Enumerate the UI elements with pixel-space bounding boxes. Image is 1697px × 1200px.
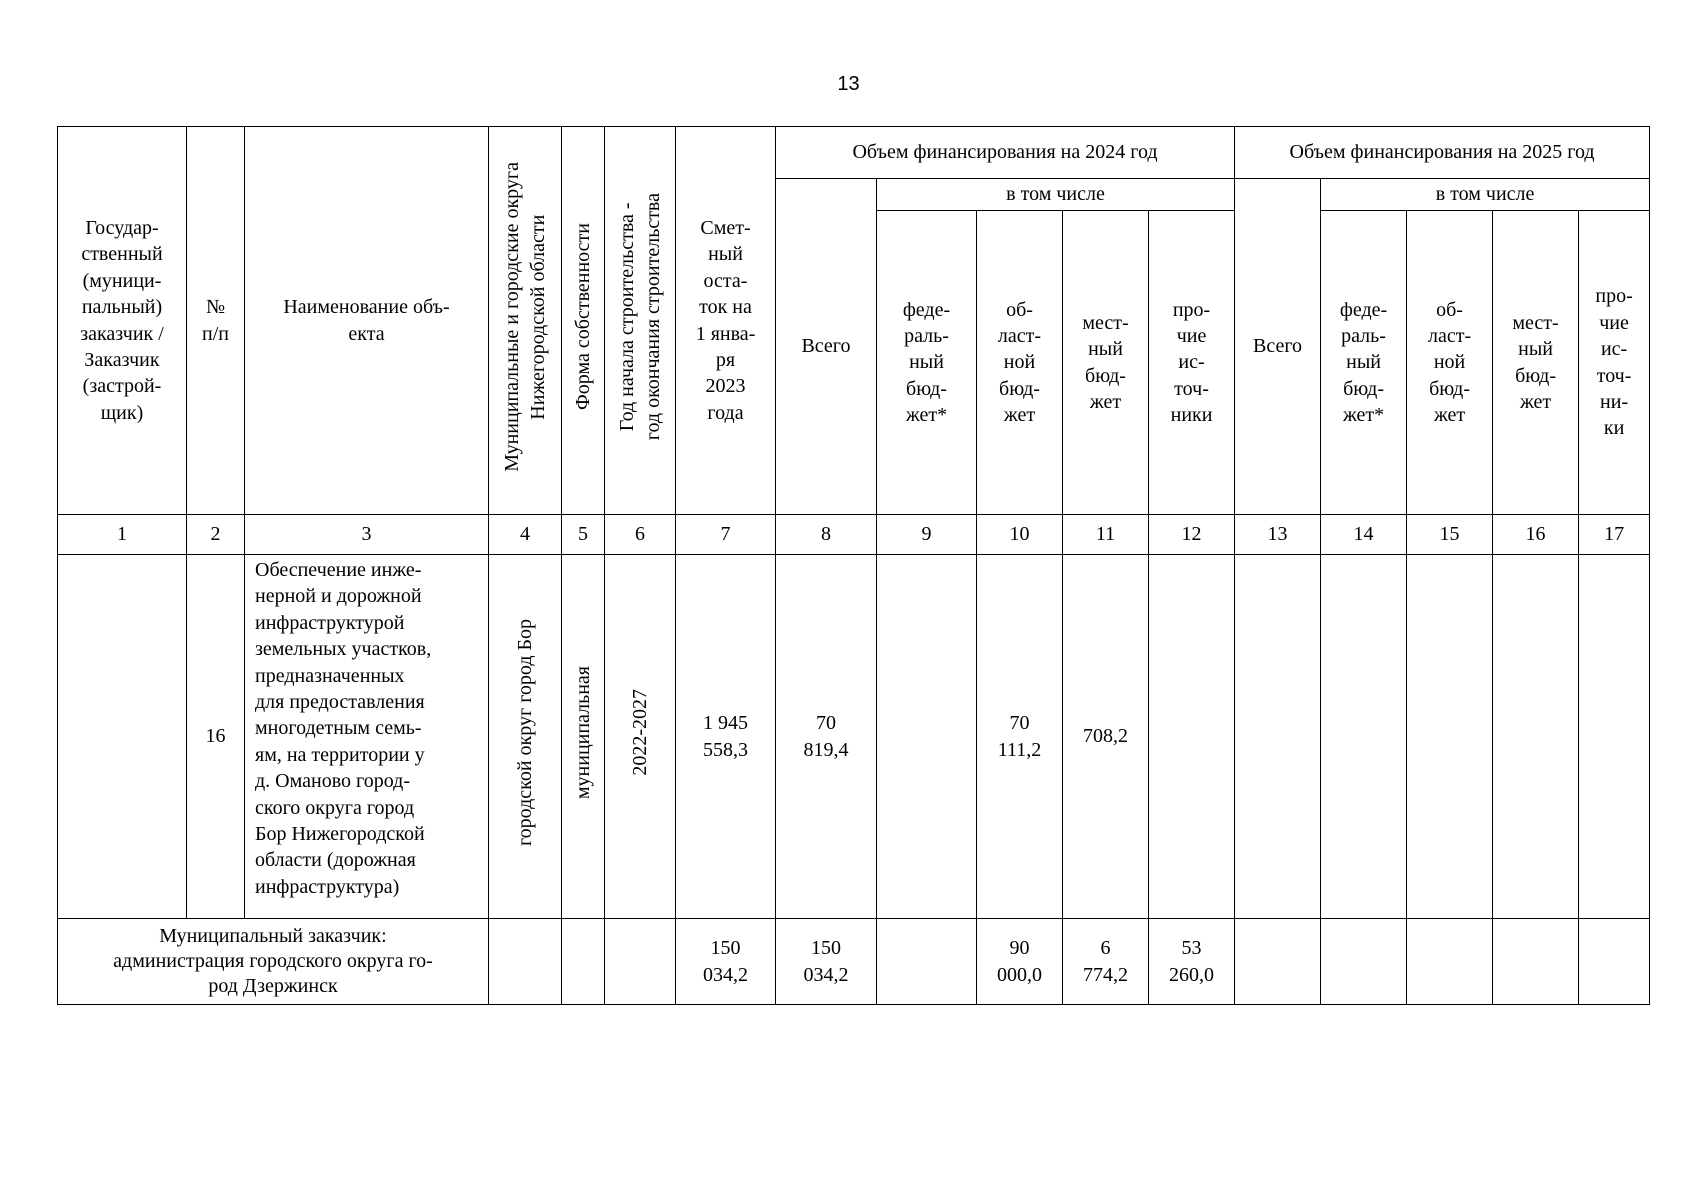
row16-estimate: 1 945 558,3 bbox=[676, 555, 776, 919]
header-total-2024: Всего bbox=[776, 179, 877, 515]
column-number: 10 bbox=[977, 515, 1063, 555]
header-years bbox=[605, 127, 676, 515]
header-incl-2024: в том числе bbox=[877, 179, 1235, 211]
header-ownership-text: Форма собственности bbox=[572, 223, 594, 411]
header-municipality-text: Муниципальные и городские округа Нижегородской области bbox=[501, 161, 549, 472]
row16-num: 16 bbox=[187, 555, 245, 919]
row16-ownership bbox=[562, 555, 605, 919]
column-number: 17 bbox=[1579, 515, 1650, 555]
header-fin-2024: Объем финансирования на 2024 год bbox=[776, 127, 1235, 179]
summary-years bbox=[605, 919, 676, 1005]
column-number: 9 bbox=[877, 515, 977, 555]
header-ownership bbox=[562, 127, 605, 515]
header-incl-2025: в том числе bbox=[1321, 179, 1650, 211]
column-number: 4 bbox=[489, 515, 562, 555]
column-number: 1 bbox=[58, 515, 187, 555]
header-object-name: Наименование объ- екта bbox=[245, 127, 489, 515]
row16-years bbox=[605, 555, 676, 919]
row16-object-name: Обеспечение инже- нерной и дорожной инфраструктурой земельных участков, предназначенных для предоставления многодетным семь- ям, на территории у д. Оманово город- ского округа город Бор Нижегородской области (дорожная инфраструктура) bbox=[245, 555, 489, 919]
summary-local-2025 bbox=[1493, 919, 1579, 1005]
column-number: 11 bbox=[1063, 515, 1149, 555]
summary-estimate: 150 034,2 bbox=[676, 919, 776, 1005]
column-number: 13 bbox=[1235, 515, 1321, 555]
row16-municipality-text: городской округ город Бор bbox=[514, 619, 536, 847]
row16-local-2024: 708,2 bbox=[1063, 555, 1149, 919]
row16-federal-2024 bbox=[877, 555, 977, 919]
column-number: 5 bbox=[562, 515, 605, 555]
page-number: 13 bbox=[837, 73, 860, 95]
table-row bbox=[58, 555, 1650, 919]
row16-total-2025 bbox=[1235, 555, 1321, 919]
summary-total-2024: 150 034,2 bbox=[776, 919, 877, 1005]
row16-local-2025 bbox=[1493, 555, 1579, 919]
summary-federal-2025 bbox=[1321, 919, 1407, 1005]
row16-municipality bbox=[489, 555, 562, 919]
row16-years-text: 2022-2027 bbox=[629, 689, 651, 777]
summary-total-2025 bbox=[1235, 919, 1321, 1005]
summary-regional-2025 bbox=[1407, 919, 1493, 1005]
header-fin-2025: Объем финансирования на 2025 год bbox=[1235, 127, 1650, 179]
column-number: 15 bbox=[1407, 515, 1493, 555]
summary-local-2024: 6 774,2 bbox=[1063, 919, 1149, 1005]
summary-other-2025 bbox=[1579, 919, 1650, 1005]
header-other-2024: про- чие ис- точ- ники bbox=[1149, 211, 1235, 515]
header-total-2025: Всего bbox=[1235, 179, 1321, 515]
header-num: № п/п bbox=[187, 127, 245, 515]
summary-other-2024: 53 260,0 bbox=[1149, 919, 1235, 1005]
financing-table bbox=[57, 126, 1650, 1005]
column-number: 16 bbox=[1493, 515, 1579, 555]
column-number: 3 bbox=[245, 515, 489, 555]
header-estimate: Смет- ный оста- ток на 1 янва- ря 2023 года bbox=[676, 127, 776, 515]
header-federal-2024: феде- раль- ный бюд- жет* bbox=[877, 211, 977, 515]
header-federal-2025: феде- раль- ный бюд- жет* bbox=[1321, 211, 1407, 515]
header-years-text: Год начала строительства - год окончания строительства bbox=[616, 193, 664, 441]
header-municipality bbox=[489, 127, 562, 515]
row16-regional-2024: 70 111,2 bbox=[977, 555, 1063, 919]
header-other-2025: про- чие ис- точ- ни- ки bbox=[1579, 211, 1650, 515]
column-number-row bbox=[58, 515, 1650, 555]
row16-other-2024 bbox=[1149, 555, 1235, 919]
header-local-2025: мест- ный бюд- жет bbox=[1493, 211, 1579, 515]
column-number: 7 bbox=[676, 515, 776, 555]
summary-municipality bbox=[489, 919, 562, 1005]
summary-federal-2024 bbox=[877, 919, 977, 1005]
column-number: 6 bbox=[605, 515, 676, 555]
column-number: 12 bbox=[1149, 515, 1235, 555]
row16-total-2024: 70 819,4 bbox=[776, 555, 877, 919]
summary-customer: Муниципальный заказчик: администрация городского округа го- род Дзержинск bbox=[58, 919, 489, 1005]
header-customer: Государ- ственный (муници- пальный) заказчик / Заказчик (застрой- щик) bbox=[58, 127, 187, 515]
row16-ownership-text: муниципальная bbox=[572, 666, 594, 800]
header-regional-2025: об- ласт- ной бюд- жет bbox=[1407, 211, 1493, 515]
summary-regional-2024: 90 000,0 bbox=[977, 919, 1063, 1005]
row16-federal-2025 bbox=[1321, 555, 1407, 919]
column-number: 8 bbox=[776, 515, 877, 555]
row16-other-2025 bbox=[1579, 555, 1650, 919]
summary-ownership bbox=[562, 919, 605, 1005]
row16-customer bbox=[58, 555, 187, 919]
summary-row bbox=[58, 919, 1650, 1005]
column-number: 14 bbox=[1321, 515, 1407, 555]
row16-regional-2025 bbox=[1407, 555, 1493, 919]
header-local-2024: мест- ный бюд- жет bbox=[1063, 211, 1149, 515]
column-number: 2 bbox=[187, 515, 245, 555]
header-regional-2024: об- ласт- ной бюд- жет bbox=[977, 211, 1063, 515]
